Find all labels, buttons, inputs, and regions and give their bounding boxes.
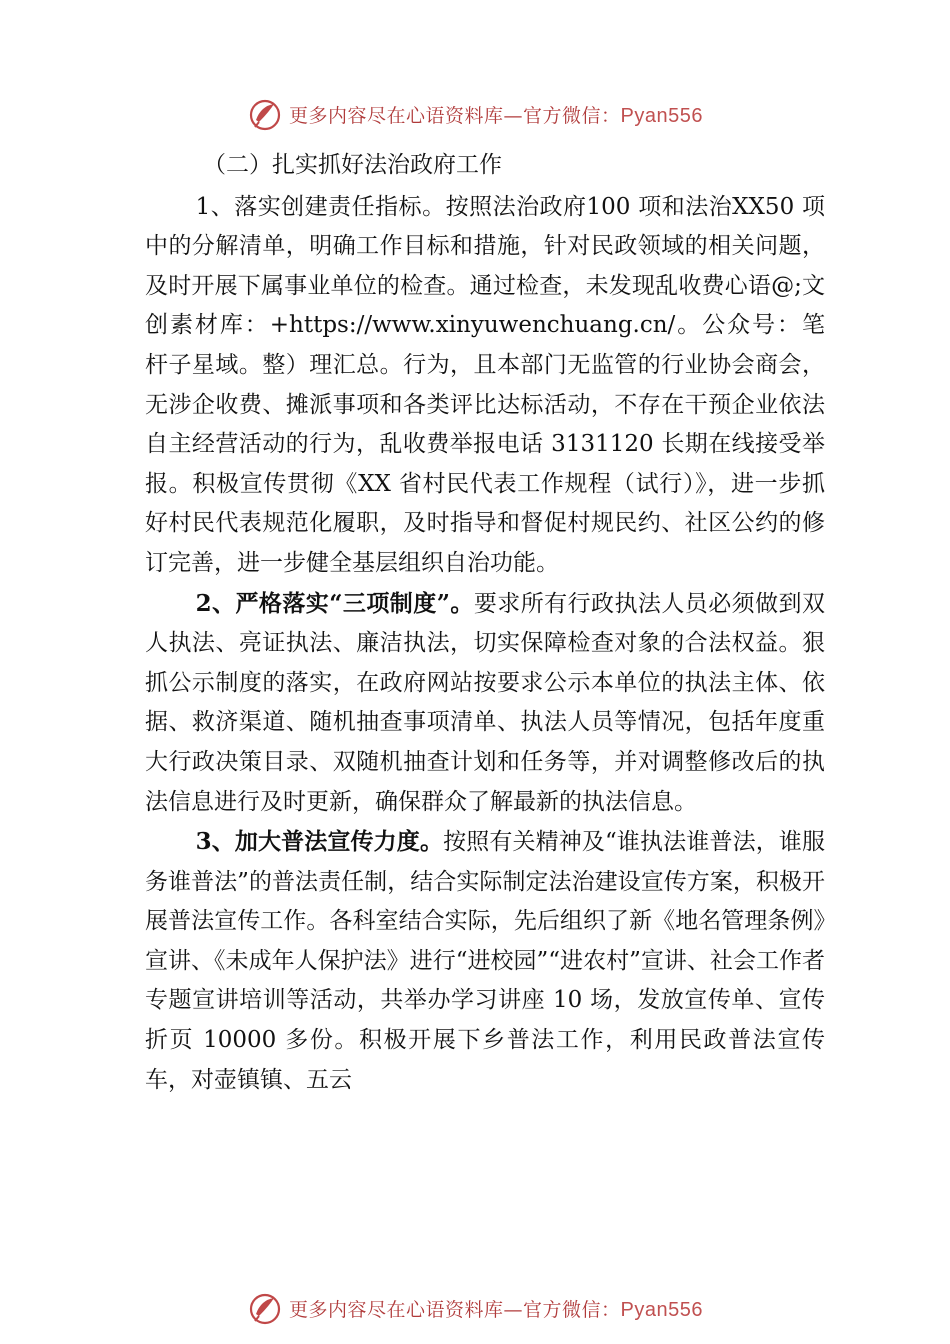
banner-text: 更多内容尽在心语资料库—官方微信：Pyan556 xyxy=(289,104,703,127)
paragraph-3-lead: 3、加大普法宣传力度。 xyxy=(195,828,444,856)
paragraph-2-text: 要求所有行政执法人员必须做到双人执法、亮证执法、廉洁执法，切实保障检查对象的合法权益。狠抓公示制度的落实，在政府网站按要求公示本单位的执法主体、依据、救济渠道、随机抽查事项清单、执法人员等情况，包括年度重大行政决策目录、双随机抽查计划和任务等，并对调整修改后的执法信息进行及时更新，确保群众了解最新的执法信息。 xyxy=(145,590,826,815)
wechat-id: Pyan556 xyxy=(620,1298,703,1321)
document-body xyxy=(145,146,825,1100)
paragraph-1 xyxy=(145,188,825,584)
banner-text: 更多内容尽在心语资料库—官方微信：Pyan556 xyxy=(289,1298,703,1321)
section-heading: （二）扎实抓好法治政府工作 xyxy=(203,152,502,178)
paragraph-3 xyxy=(145,822,825,1100)
paragraph-2-lead: 2、严格落实“三项制度”。 xyxy=(195,589,474,617)
paragraph-3-text: 按照有关精神及“谁执法谁普法，谁服务谁普法”的普法责任制，结合实际制定法治建设宣传方案，积极开展普法宣传工作。各科室结合实际，先后组织了新《地名管理条例》宣讲、《未成年人保护法》进行“进校园”“进农村”宣讲、社会工作者专题宣讲培训等活动，共举办学习讲座 10 场，发放宣传单、宣传折页 10000 多份。积极开展下乡普法工作，利用民政普法宣传车，对壶镇镇、五云 xyxy=(145,829,825,1093)
brand-logo-icon xyxy=(247,1290,283,1326)
brand-logo-icon xyxy=(247,96,283,132)
paragraph-1-text: 1、落实创建责任指标。按照法治政府100 项和法治XX50 项中的分解清单，明确工作目标和措施，针对民政领域的相关问题，及时开展下属事业单位的检查。通过检查，未发现乱收费心语@;文创素材库：+https://www.xinyuwenchuang.cn/。公众号：笔杆子星域。整）理汇总。行为，且本部门无监管的行业协会商会，无涉企收费、摊派事项和各类评比达标活动，不存在干预企业依法自主经营活动的行为，乱收费举报电话 3131120 长期在线接受举报。积极宣传贯彻《XX 省村民代表工作规程（试行）》，进一步抓好村民代表规范化履职，及时指导和督促村规民约、社区公约的修订完善，进一步健全基层组织自治功能。 xyxy=(145,193,825,576)
header-banner xyxy=(0,94,950,134)
wechat-id: Pyan556 xyxy=(620,104,703,127)
paragraph-2 xyxy=(145,584,825,823)
footer-banner xyxy=(0,1288,950,1328)
